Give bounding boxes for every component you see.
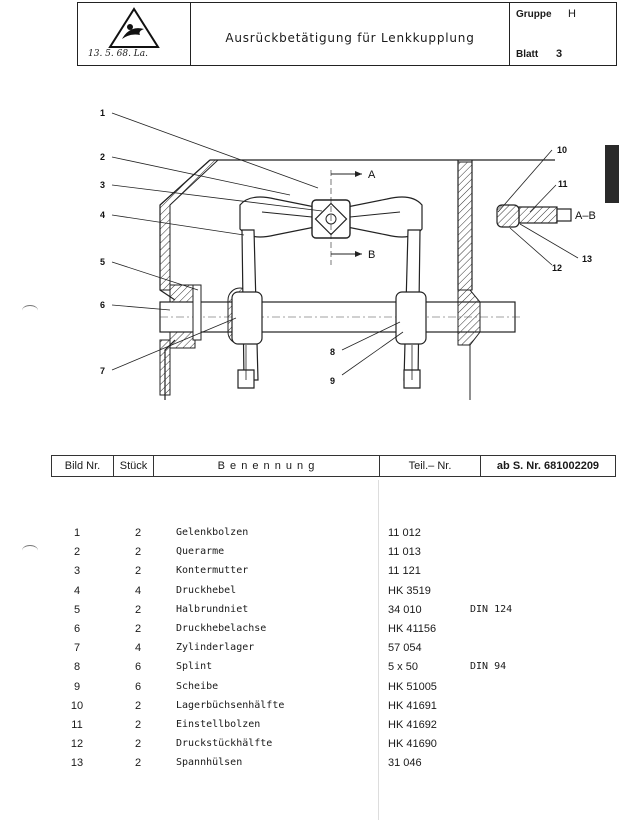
- norm-cell: DIN 124: [470, 603, 513, 615]
- table-row: [0, 738, 619, 756]
- bild-nr-cell: 2: [73, 546, 81, 559]
- callout-12: 12: [552, 263, 563, 273]
- table-row: [0, 527, 619, 545]
- callout-10: 10: [557, 145, 568, 155]
- benennung-cell: Gelenkbolzen: [176, 527, 249, 538]
- bild-nr-cell: 1: [73, 527, 81, 539]
- bild-nr-cell: 9: [73, 680, 81, 693]
- callout-5: 5: [100, 257, 106, 267]
- bild-nr-cell: 10: [70, 699, 84, 712]
- bild-nr-cell: 7: [73, 642, 81, 655]
- bild-nr-cell: 13: [70, 757, 84, 770]
- col-stueck: Stück: [114, 456, 154, 476]
- teil-nr-cell: HK 3519: [388, 584, 431, 597]
- table-row: [0, 604, 619, 622]
- bild-nr-cell: 12: [70, 738, 84, 751]
- benennung-cell: Querarme: [176, 546, 225, 558]
- teil-nr-cell: 31 046: [388, 757, 422, 770]
- stueck-cell: 4: [134, 584, 142, 597]
- teil-nr-cell: HK 41691: [388, 699, 437, 712]
- benennung-cell: Zylinderlager: [176, 642, 255, 654]
- benennung-cell: Einstellbolzen: [176, 719, 261, 730]
- benennung-cell: Druckhebelachse: [176, 623, 267, 634]
- table-row: [0, 585, 619, 603]
- col-ab-serial: ab S. Nr. 681002209: [496, 460, 600, 472]
- bild-nr-cell: 3: [73, 565, 81, 578]
- teil-nr-cell: HK 51005: [388, 680, 437, 693]
- gruppe-label: Gruppe: [516, 9, 552, 20]
- col-bild-nr: Bild Nr.: [52, 456, 114, 476]
- section-b-label: B: [368, 249, 376, 261]
- callout-1: 1: [100, 108, 106, 118]
- callout-13: 13: [582, 254, 593, 264]
- bild-nr-cell: 11: [71, 719, 83, 731]
- table-row: [0, 719, 619, 737]
- stueck-cell: 4: [134, 642, 142, 655]
- teil-nr-cell: 11 012: [388, 527, 421, 539]
- benennung-cell: Druckstückhälfte: [176, 738, 273, 750]
- stueck-cell: 2: [134, 623, 142, 635]
- benennung-cell: Scheibe: [176, 680, 219, 692]
- col-teil-nr: Teil.– Nr.: [380, 456, 481, 476]
- stueck-cell: 2: [134, 699, 142, 712]
- col-benennung: B e n e n n u n g: [154, 456, 380, 476]
- benennung-cell: Lagerbüchsenhälfte: [176, 699, 285, 711]
- bild-nr-cell: 5: [73, 603, 81, 616]
- page-title: Ausrückbetätigung für Lenkkupplung: [191, 3, 510, 65]
- title-block: [77, 2, 617, 66]
- callout-9: 9: [330, 376, 336, 386]
- callout-7: 7: [100, 366, 106, 376]
- group-sheet-cell: [510, 3, 616, 65]
- table-row: [0, 623, 619, 641]
- teil-nr-cell: 34 010: [388, 603, 422, 616]
- teil-nr-cell: 11 013: [388, 546, 421, 559]
- teil-nr-cell: HK 41692: [388, 719, 437, 731]
- stueck-cell: 2: [134, 719, 142, 731]
- bild-nr-cell: 6: [73, 623, 81, 635]
- teil-nr-cell: HK 41156: [388, 623, 437, 635]
- table-row: [0, 642, 619, 660]
- benennung-cell: Halbrundniet: [176, 603, 249, 615]
- table-row: [0, 700, 619, 718]
- callout-3: 3: [100, 180, 106, 190]
- teil-nr-cell: 57 054: [388, 642, 422, 655]
- benennung-cell: Druckhebel: [176, 584, 237, 596]
- gruppe-value: H: [568, 8, 576, 20]
- table-row: [0, 546, 619, 564]
- table-row: [0, 681, 619, 699]
- callout-2: 2: [100, 152, 106, 162]
- benennung-cell: Spannhülsen: [176, 757, 243, 769]
- logo-cell: [78, 3, 191, 65]
- company-logo-icon: [78, 3, 188, 49]
- benennung-cell: Splint: [176, 661, 213, 673]
- bild-nr-cell: 8: [73, 661, 81, 674]
- teil-nr-cell: HK 41690: [388, 738, 437, 751]
- stueck-cell: 2: [134, 527, 142, 539]
- section-a-label: A: [368, 169, 376, 181]
- blatt-value: 3: [556, 48, 563, 60]
- table-row: [0, 661, 619, 679]
- stueck-cell: 6: [134, 661, 142, 674]
- technical-drawing: [0, 90, 619, 420]
- stueck-cell: 6: [134, 680, 142, 693]
- teil-nr-cell: 5 x 50: [388, 661, 418, 674]
- teil-nr-cell: 11 121: [388, 565, 421, 578]
- section-ab-label: A–B: [575, 210, 596, 222]
- benennung-cell: Kontermutter: [176, 565, 249, 577]
- norm-cell: DIN 94: [470, 661, 507, 673]
- stueck-cell: 2: [134, 546, 142, 559]
- stueck-cell: 2: [134, 738, 142, 751]
- signature-date: 13. 5. 68. La.: [88, 49, 148, 59]
- callout-6: 6: [100, 300, 106, 310]
- table-row: [0, 565, 619, 583]
- parts-table-header: [51, 455, 616, 477]
- stueck-cell: 2: [134, 565, 142, 578]
- blatt-label: Blatt: [516, 49, 539, 60]
- callout-8: 8: [330, 347, 336, 357]
- stueck-cell: 2: [134, 757, 142, 770]
- table-row: [0, 757, 619, 775]
- bild-nr-cell: 4: [73, 584, 81, 597]
- callout-4: 4: [100, 210, 106, 220]
- callout-11: 11: [558, 179, 568, 189]
- stueck-cell: 2: [134, 603, 142, 616]
